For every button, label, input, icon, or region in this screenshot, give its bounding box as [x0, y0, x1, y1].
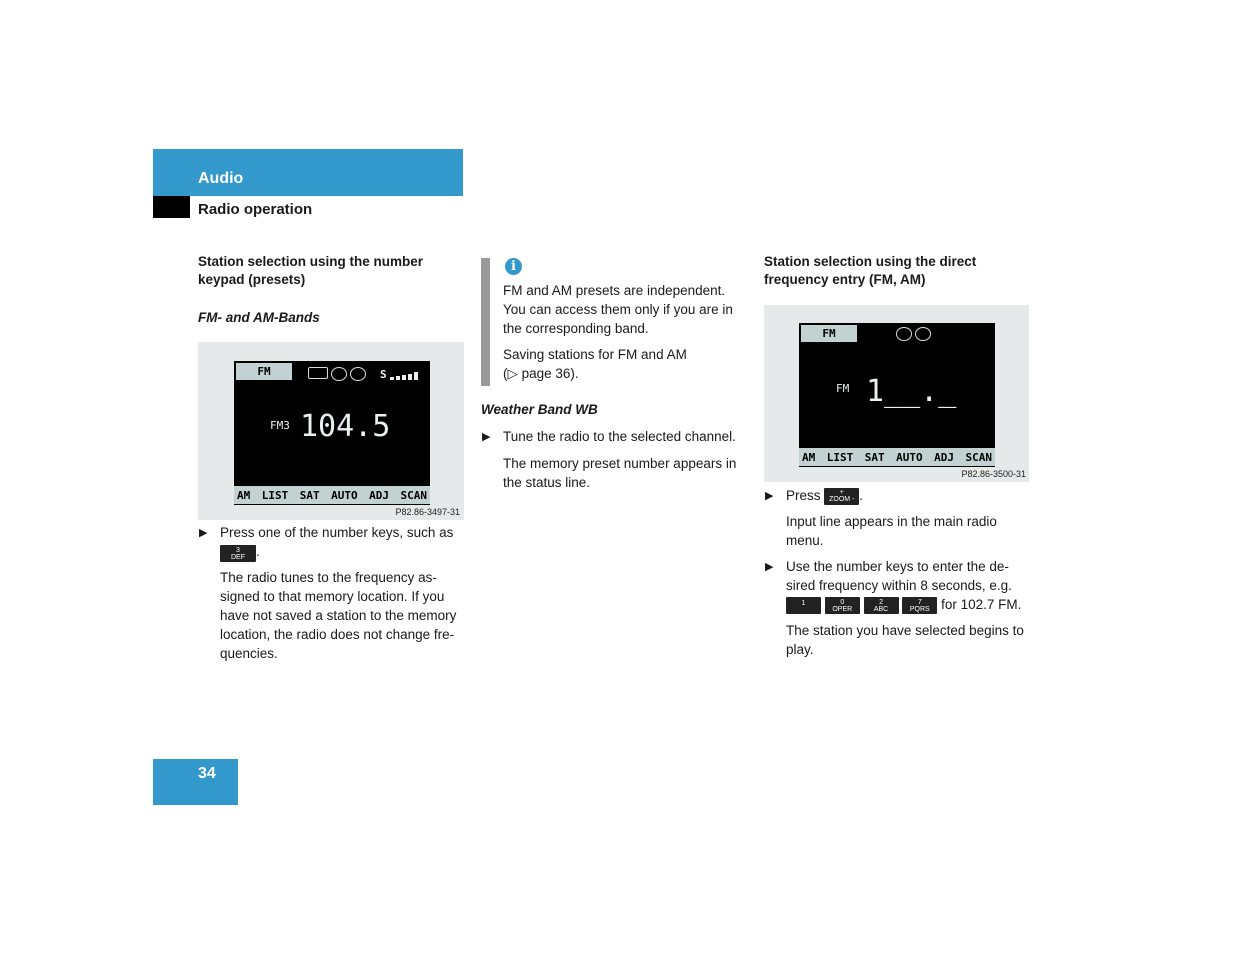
display-figure-direct-entry	[764, 305, 1029, 482]
info-paragraph-1: FM and AM presets are independent. You can access them only if you are in the corresponding band.	[503, 283, 733, 336]
section-subtitle: Radio operation	[198, 201, 313, 218]
col1-heading: Station selection using the number keypad (presets)	[198, 254, 424, 287]
key-1[interactable]: 1	[786, 597, 821, 614]
cd-changer-icon	[350, 367, 366, 381]
band-tab: FM	[801, 325, 857, 342]
softkey-list[interactable]: LIST	[826, 450, 854, 464]
col3-result1: Input line appears in the main radio menu.	[786, 514, 997, 548]
frequency-readout: 104.5	[300, 409, 391, 444]
info-icon: i	[505, 258, 522, 275]
cd-icon	[896, 327, 912, 341]
cassette-icon	[308, 367, 328, 379]
col2-result: The memory preset number appears in the status line.	[503, 456, 737, 490]
softkey-bar	[799, 448, 995, 466]
section-title: Audio	[198, 170, 244, 187]
key-2-abc[interactable]: 2 ABC	[864, 597, 899, 614]
page-number: 34	[198, 765, 216, 782]
figure-caption: P82.86-3500-31	[961, 469, 1026, 479]
softkey-am[interactable]: AM	[237, 488, 251, 502]
header-marker	[153, 196, 190, 218]
col3-key-sequence: 1 0 OPER 2 ABC 7 PQRS for 102.7 FM.	[786, 595, 1031, 614]
info-paragraph-2: Saving stations for FM and AM (▷ page 36).	[503, 345, 748, 383]
bullet-arrow: ▶	[199, 527, 208, 539]
signal-label: S	[380, 368, 387, 381]
page-reference-link[interactable]: (▷ page 36).	[503, 366, 579, 381]
source-icons	[896, 327, 931, 341]
softkey-sat[interactable]: SAT	[864, 450, 885, 464]
display-figure-presets	[198, 342, 464, 520]
key-3-def[interactable]: 3 DEF	[220, 545, 256, 562]
preset-label: FM3	[270, 419, 290, 432]
cd-icon	[331, 367, 347, 381]
page-number-box	[153, 759, 238, 805]
band-tab: FM	[236, 363, 292, 380]
softkey-scan[interactable]: SCAN	[965, 450, 992, 464]
bullet-arrow: ▶	[765, 561, 774, 573]
softkey-adj[interactable]: ADJ	[934, 450, 954, 464]
col3-heading: Station selection using the direct frequency entry (FM, AM)	[764, 254, 977, 287]
frequency-input-line: 1__._	[866, 374, 957, 409]
col3-result2: The station you have selected begins to play.	[786, 623, 1024, 657]
col1-result: The radio tunes to the frequency as-signed to that memory location. If you have not saved a station to the memory location, the radio does not change fre-quencies.	[220, 570, 457, 661]
softkey-auto[interactable]: AUTO	[331, 488, 358, 502]
col2-step1: Tune the radio to the selected channel.	[503, 429, 736, 444]
col1-step1: Press one of the number keys, such as 3 DEF .	[220, 525, 454, 561]
col1-subheading: FM- and AM-Bands	[198, 310, 320, 325]
cd-changer-icon	[915, 327, 931, 341]
softkey-scan[interactable]: SCAN	[400, 488, 427, 502]
col3-step2: Use the number keys to enter the de-sired frequency within 8 seconds, e.g.	[786, 559, 1012, 593]
softkey-auto[interactable]: AUTO	[896, 450, 923, 464]
softkey-sat[interactable]: SAT	[299, 488, 320, 502]
softkey-list[interactable]: LIST	[261, 488, 289, 502]
signal-strength-icon	[390, 372, 418, 380]
zoom-key[interactable]: + ZOOM -	[824, 488, 859, 505]
bullet-arrow: ▶	[482, 431, 491, 443]
col2-subheading: Weather Band WB	[481, 402, 598, 417]
source-icons	[308, 367, 366, 381]
key-0-oper[interactable]: 0 OPER	[825, 597, 860, 614]
softkey-bar	[234, 486, 430, 504]
info-sidebar	[481, 258, 490, 386]
key-7-pqrs[interactable]: 7 PQRS	[902, 597, 937, 614]
softkey-am[interactable]: AM	[802, 450, 816, 464]
col3-step1: Press + ZOOM - .	[786, 488, 864, 503]
bullet-arrow: ▶	[765, 490, 774, 502]
softkey-adj[interactable]: ADJ	[369, 488, 389, 502]
band-label: FM	[836, 382, 850, 395]
figure-caption: P82.86-3497-31	[395, 507, 460, 517]
